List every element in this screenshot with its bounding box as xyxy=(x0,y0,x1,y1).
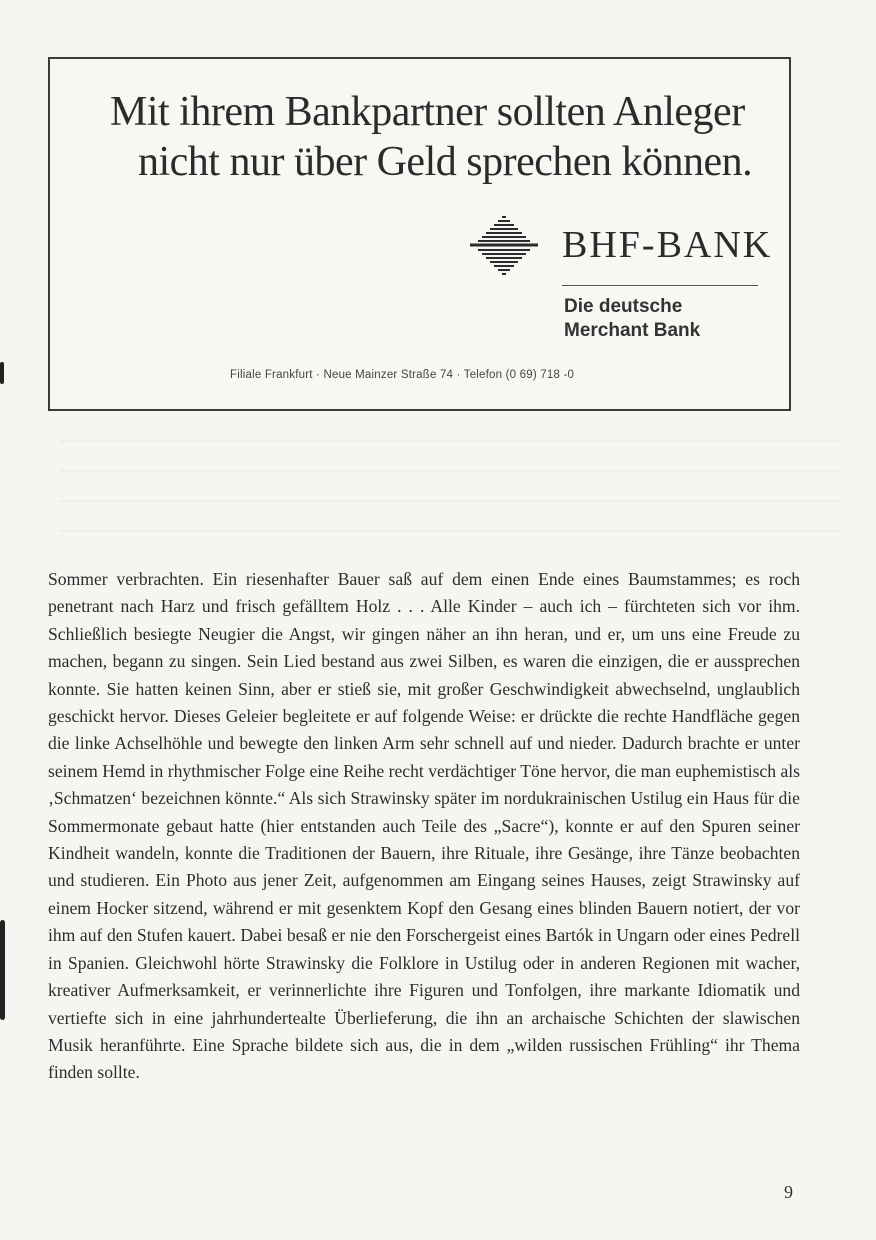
show-through-line xyxy=(60,440,840,442)
scan-mark xyxy=(0,920,5,1020)
bank-tagline xyxy=(564,295,700,343)
divider xyxy=(562,285,758,286)
tagline-line-1: Die deutsche xyxy=(564,296,683,317)
branch-address: Filiale Frankfurt · Neue Mainzer Straße 74 · Telefon (0 69) 718 -0 xyxy=(230,369,575,381)
scan-mark xyxy=(0,362,4,384)
bank-name: BHF-BANK xyxy=(562,224,773,266)
bhf-bank-logo-icon xyxy=(464,207,544,287)
page-number: 9 xyxy=(784,1182,793,1202)
show-through-line xyxy=(60,530,840,532)
article-paragraph: Sommer verbrachten. Ein riesenhafter Bauer saß auf dem einen Ende eines Baumstammes; es roch penetrant nach Harz und frisch gefälltem Holz . . . Alle Kinder – auch ich – fürchteten sich vor ihm. Schließlich besiegte Neugier die Angst, wir gingen näher an ihn heran, und er, um uns eine Freude zu machen, begann zu singen. Sein Lied bestand aus zwei Silben, es waren die einzigen, die er aussprechen konnte. Sie hatten keinen Sinn, aber er stieß sie, mit großer Geschwindigkeit abwechselnd, unglaublich geschickt hervor. Dieses Geleier begleitete er auf folgende Weise: er drückte die rechte Handfläche gegen die linke Achselhöhle und bewegte den linken Arm sehr schnell auf und nieder. Dadurch brachte er unter seinem Hemd in rhythmischer Folge eine Reihe recht verdächtiger Töne hervor, die man euphemistisch als ‚Schmatzen‘ bezeichnen könnte.“ Als sich Strawinsky später im nordukrainischen Ustilug ein Haus für die Sommermonate gebaut hatte (hier entstanden auch Teile des „Sacre“), konnte er auf den Spuren seiner Kindheit wandeln, konnte die Traditionen der Bauern, ihre Rituale, ihre Gesänge, ihre Tänze beobachten und studieren. Ein Photo aus jener Zeit, aufgenommen am Eingang seines Hauses, zeigt Strawinsky auf einem Hocker sitzend, während er mit gesenktem Kopf den Gesang eines blinden Bauern notiert, der vor ihm auf den Stufen kauert. Dabei besaß er nie den Forschergeist eines Bartók in Ungarn oder eines Pedrell in Spanien. Gleichwohl hörte Strawinsky die Folklore in Ustilug oder in anderen Regionen mit wacher, kreativer Aufmerksamkeit, er verinnerlichte ihre Figuren und Tonfolgen, ihre markante Idiomatik und vertiefte sich in eine jahrhundertealte Überlieferung, die ihn an archaische Schichten der slawischen Musik heranführte. Eine Sprache bildete sich aus, die in dem „wilden russischen Frühling“ ihr Thema finden sollte. xyxy=(48,569,800,1083)
ad-headline-line-2: nicht nur über Geld sprechen können. xyxy=(138,139,753,185)
ad-headline-line-1: Mit ihrem Bankpartner sollten Anleger xyxy=(110,89,745,135)
ad-headline xyxy=(50,87,789,187)
show-through-line xyxy=(60,500,840,502)
tagline-line-2: Merchant Bank xyxy=(564,320,701,341)
bank-advertisement xyxy=(48,57,791,411)
show-through-line xyxy=(60,470,840,472)
